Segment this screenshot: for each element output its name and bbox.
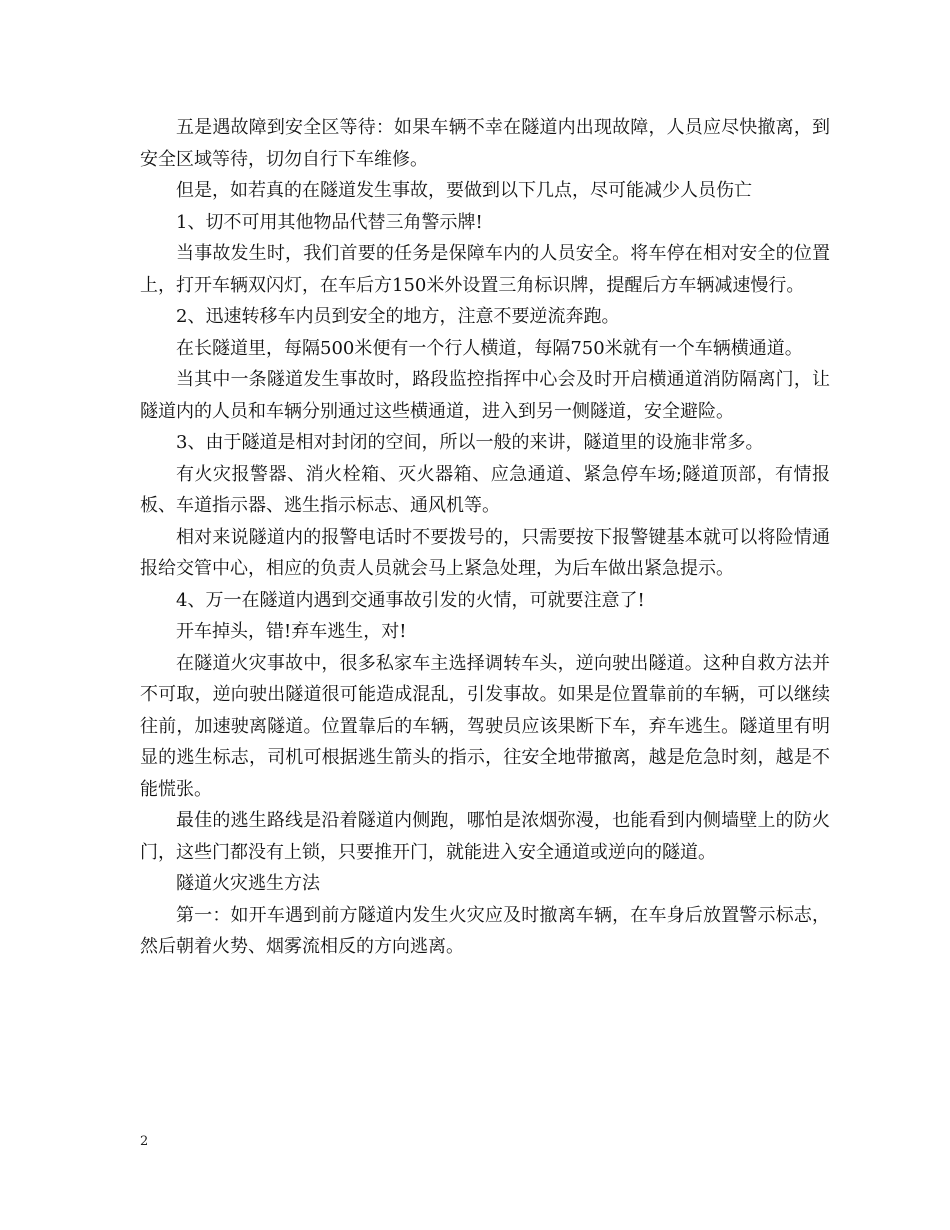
document-body: [140, 112, 830, 963]
paragraph: 但是，如若真的在隧道发生事故，要做到以下几点，尽可能减少人员伤亡: [176, 180, 752, 201]
paragraph: 五是遇故障到安全区等待：如果车辆不幸在隧道内出现故障，人员应尽快撤离，到安全区域等待，切勿自行下车维修。: [140, 117, 830, 170]
paragraph: 1、切不可用其他物品代替三角警示牌!: [176, 211, 483, 233]
paragraph: 相对来说隧道内的报警电话时不要拨号的，只需要按下报警键基本就可以将险情通报给交管中心，相应的负责人员就会马上紧急处理，为后车做出紧急提示。: [140, 526, 830, 579]
paragraph: 第一：如开车遇到前方隧道内发生火灾应及时撤离车辆，在车身后放置警示标志，然后朝着火势、烟雾流相反的方向逃离。: [140, 904, 830, 957]
paragraph: 当其中一条隧道发生事故时，路段监控指挥中心会及时开启横通道消防隔离门，让隧道内的人员和车辆分别通过这些横通道，进入到另一侧隧道，安全避险。: [140, 369, 830, 422]
paragraph: 2、迅速转移车内员到安全的地方，注意不要逆流奔跑。: [176, 306, 620, 327]
paragraph: 当事故发生时，我们首要的任务是保障车内的人员安全。将车停在相对安全的位置上，打开车辆双闪灯，在车后方150米外设置三角标识牌，提醒后方车辆减速慢行。: [140, 243, 830, 296]
paragraph: 有火灾报警器、消火栓箱、灭火器箱、应急通道、紧急停车场;隧道顶部，有情报板、车道指示器、逃生指示标志、通风机等。: [140, 463, 830, 516]
page-number: 2: [140, 1134, 149, 1149]
paragraph: 在隧道火灾事故中，很多私家车主选择调转车头，逆向驶出隧道。这种自救方法并不可取，逆向驶出隧道很可能造成混乱，引发事故。如果是位置靠前的车辆，可以继续往前，加速驶离隧道。位置靠后的车辆，驾驶员应该果断下车，弃车逃生。隧道里有明显的逃生标志，司机可根据逃生箭头的指示，往安全地带撤离，越是危急时刻，越是不能慌张。: [140, 652, 830, 800]
paragraph: 4、万一在隧道内遇到交通事故引发的火情，可就要注意了!: [176, 589, 645, 611]
paragraph: 开车掉头，错!弃车逃生，对!: [176, 621, 407, 642]
paragraph: 最佳的逃生路线是沿着隧道内侧跑，哪怕是浓烟弥漫，也能看到内侧墙壁上的防火门，这些门都没有上锁，只要推开门，就能进入安全通道或逆向的隧道。: [140, 810, 830, 863]
paragraph: 在长隧道里，每隔500米便有一个行人横道，每隔750米就有一个车辆横通道。: [176, 337, 803, 359]
section-heading: 隧道火灾逃生方法: [176, 873, 320, 894]
paragraph: 3、由于隧道是相对封闭的空间，所以一般的来讲，隧道里的设施非常多。: [176, 432, 764, 453]
